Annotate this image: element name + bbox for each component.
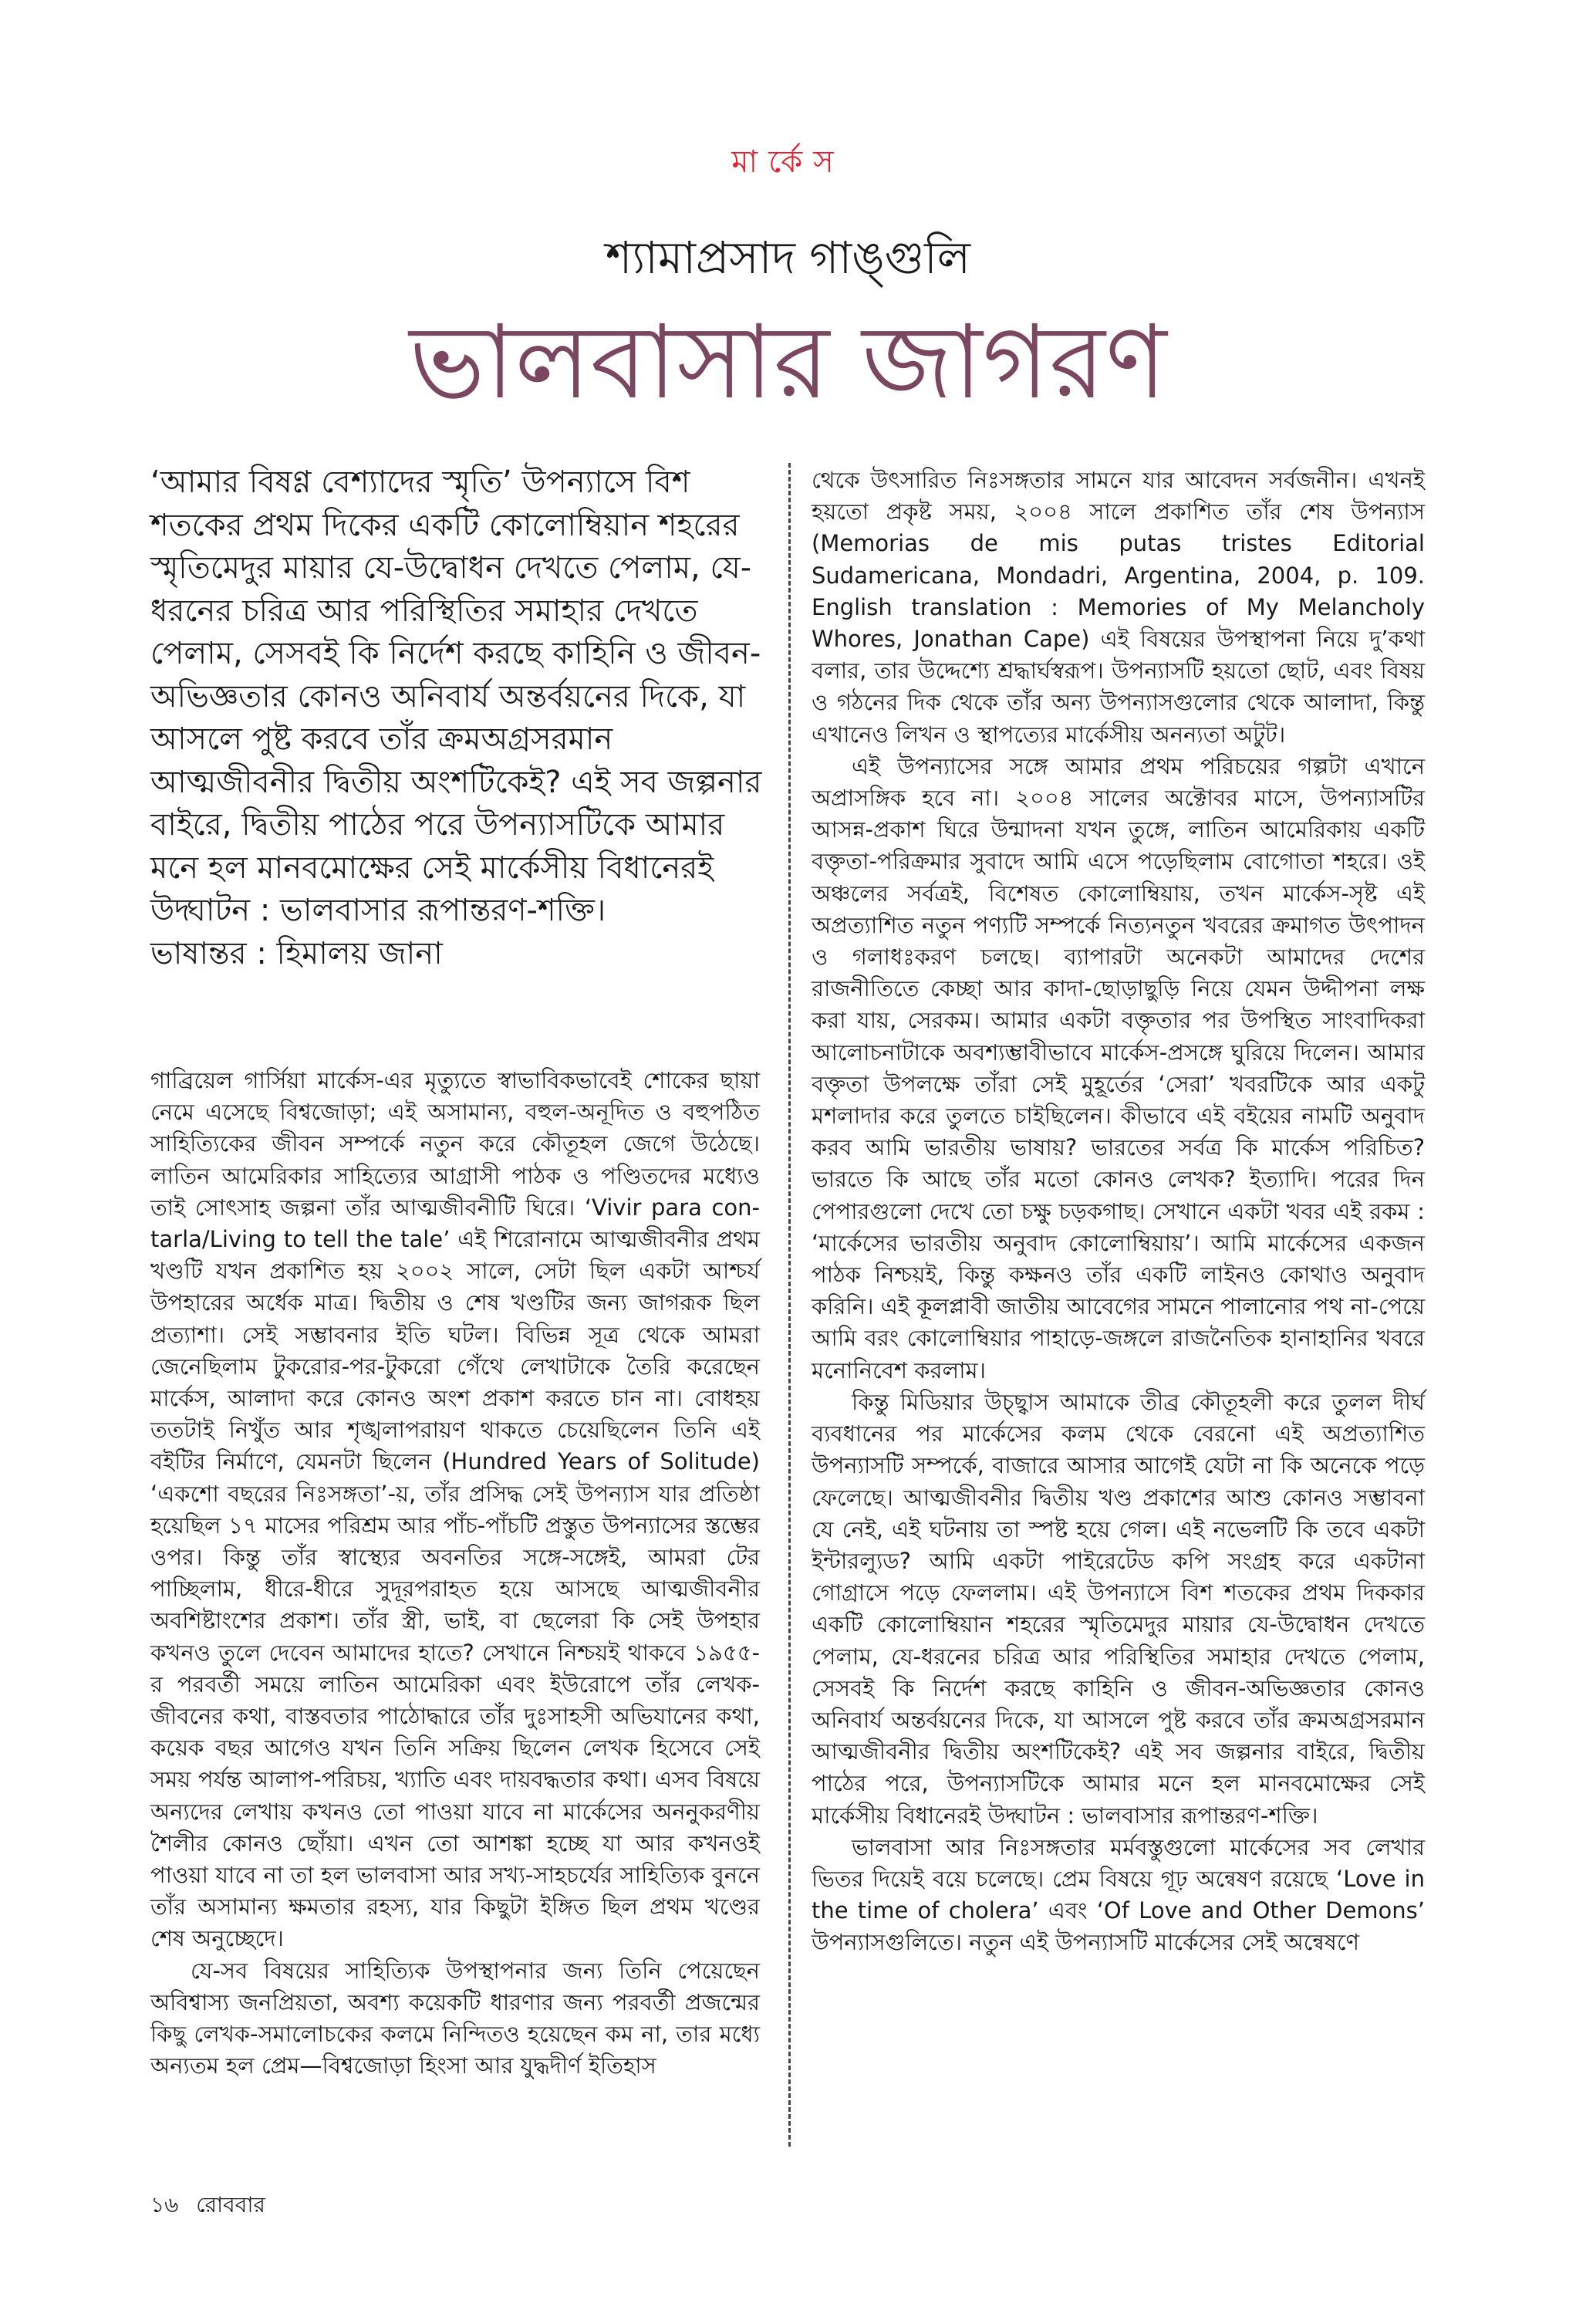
page-number: ১৬ xyxy=(150,2192,179,2218)
paragraph: গাব্রিয়েল গার্সিয়া মার্কেস-এর মৃত্যুতে স্বাভাবিকভাবেই শোকের ছায়া নেমে এসেছে বিশ্বজোড়া; এই অসামান্য, বহুল-অনূদিত ও বহুপঠিত সাহিত্যিকের জীবন সম্পর্কে নতুন করে কৌতূহল জেগে উঠেছে। লাতিন আমেরিকার সাহিত্যের আগ্রাসী পাঠক ও পণ্ডিতদের মধ্যেও তাই সোৎসাহ জল্পনা তাঁর আত্মজীবনীটি ঘিরে। ‘Vivir para con-tarla/Living to tell the tale’ এই শিরোনামে আত্মজীবনীর প্রথম খণ্ডটি যখন প্রকাশিত হয় ২০০২ সালে, সেটা ছিল একটা আশ্চর্য উপহারের অর্ধেক মাত্র। দ্বিতীয় ও শেষ খণ্ডটির জন্য জাগরূক ছিল প্রত্যাশা। সেই সম্ভাবনার ইতি ঘটল। বিভিন্ন সূত্র থেকে আমরা জেনেছিলাম টুকরোর-পর-টুকরো গেঁথে লেখাটাকে তৈরি করেছেন মার্কেস, আলাদা করে কোনও অংশ প্রকাশ করতে চান না। বোধহয় ততটাই নিখুঁত আর শৃঙ্খলাপরায়ণ থাকতে চেয়েছিলেন তিনি এই বইটির নির্মাণে, যেমনটা ছিলেন (Hundred Years of Solitude) ‘একশো বছরের নিঃসঙ্গতা’-য়, তাঁর প্রসিদ্ধ সেই উপন্যাস যার প্রতিষ্ঠা হয়েছিল ১৭ মাসের পরিশ্রম আর পাঁচ-পাঁচটি প্রস্তুত উপন্যাসের স্তম্ভের ওপর। কিন্তু তাঁর স্বাস্থ্যের অবনতির সঙ্গে-সঙ্গেই, আমরা টের পাচ্ছিলাম, ধীরে-ধীরে সুদূরপরাহত হয়ে আসছে আত্মজীবনীর অবশিষ্টাংশের প্রকাশ। তাঁর স্ত্রী, ভাই, বা ছেলেরা কি সেই উপহার কখনও তুলে দেবেন আমাদের হাতে? সেখানে নিশ্চয়ই থাকবে ১৯৫৫-র পরবর্তী সময়ে লাতিন আমেরিকা এবং ইউরোপে তাঁর লেখক-জীবনের কথা, বাস্তবতার পাঠোদ্ধারে তাঁর দুঃসাহসী অভিযানের কথা, কয়েক বছর আগেও যখন তিনি সক্রিয় ছিলেন লেখক হিসেবে সেই সময় পর্যন্ত আলাপ-পরিচয়, খ্যাতি এবং দায়বদ্ধতার কথা। এসব বিষয়ে অন্যদের লেখায় কখনও তো পাওয়া যাবে না মার্কেসের অননুকরণীয় শৈলীর কোনও ছোঁয়া। এখন তো আশঙ্কা হচ্ছে যা আর কখনওই পাওয়া যাবে না তা হল ভালবাসা আর সখ্য-সাহচর্যের সাহিত্যিক বুননে তাঁর অসামান্য ক্ষমতার রহস্য, যার কিছুটা ইঙ্গিত ছিল প্রথম খণ্ডের শেষ অনুচ্ছেদে। xyxy=(150,1067,760,1952)
paragraph: এই উপন্যাসের সঙ্গে আমার প্রথম পরিচয়ের গল্পটা এখানে অপ্রাসঙ্গিক হবে না। ২০০৪ সালের অক্টোবর মাসে, উপন্যাসটির আসন্ন-প্রকাশ ঘিরে উন্মাদনা যখন তুঙ্গে, লাতিন আমেরিকায় একটি বক্তৃতা-পরিক্রমার সুবাদে আমি এসে পড়েছিলাম বোগোতা শহরে। ওই অঞ্চলের সর্বত্রই, বিশেষত কোলোম্বিয়ায়, তখন মার্কেস-সৃষ্ট এই অপ্রত্যাশিত নতুন পণ্যটি সম্পর্কে নিত্যনতুন খবরের ক্রমাগত উৎপাদন ও গলাধঃকরণ চলছে। ব্যাপারটা অনেকটা আমাদের দেশের রাজনীতিতে কেচ্ছা আর কাদা-ছোড়াছুড়ি নিয়ে যেমন উদ্দীপনা লক্ষ করা যায়, সেরকম। আমার একটা বক্তৃতার পর উপস্থিত সাংবাদিকরা আলোচনাটাকে অবশ্যম্ভাবীভাবে মার্কেস-প্রসঙ্গে ঘুরিয়ে দিলেন। আমার বক্তৃতা উপলক্ষে তাঁরা সেই মুহূর্তের ‘সেরা’ খবরটিকে আর একটু মশলাদার করে তুলতে চাইছিলেন। কীভাবে এই বইয়ের নামটি অনুবাদ করব আমি ভারতীয় ভাষায়? ভারতের সর্বত্র কি মার্কেস পরিচিত? ভারতে কি আছে তাঁর মতো কোনও লেখক? ইত্যাদি। পরের দিন পেপারগুলো দেখে তো চক্ষু চড়কগাছ। সেখানে একটা খবর এই রকম : ‘মার্কেসের ভারতীয় অনুবাদ কোলোম্বিয়ায়’। আমি মার্কেসের একজন পাঠক নিশ্চয়ই, কিন্তু কক্ষনও তাঁর একটি লাইনও কোথাও অনুবাদ করিনি। এই কূলপ্লাবী জাতীয় আবেগের সামনে পালানোর পথ না-পেয়ে আমি বরং কোলোম্বিয়ার পাহাড়ে-জঙ্গলে রাজনৈতিক হানাহানির খবরে মনোনিবেশ করলাম। xyxy=(812,752,1425,1383)
article-title: ভালবাসার জাগরণ xyxy=(409,303,1167,422)
column-divider xyxy=(788,463,791,2147)
intro-standfirst xyxy=(150,461,775,975)
page-footer xyxy=(150,2188,276,2224)
paragraph: যে-সব বিষয়ের সাহিত্যিক উপস্থাপনার জন্য তিনি পেয়েছেন অবিশ্বাস্য জনপ্রিয়তা, অবশ্য কয়েকটি ধারণার জন্য পরবর্তী প্রজন্মের কিছু লেখক-সমালোচকের কলমে নিন্দিতও হয়েছেন কম না, তার মধ্যে অন্যতম হল প্রেম—বিশ্বজোড়া হিংসা আর যুদ্ধদীর্ণ ইতিহাস xyxy=(150,1957,760,2079)
paragraph: কিন্তু মিডিয়ার উচ্ছ্বাস আমাকে তীব্র কৌতূহলী করে তুলল দীর্ঘ ব্যবধানের পর মার্কেসের কলম থেকে বেরনো এই অপ্রত্যাশিত উপন্যাসটি সম্পর্কে, বাজারে আসার আগেই যেটা না কি অনেকে পড়ে ফেলেছে। আত্মজীবনীর দ্বিতীয় খণ্ড প্রকাশের আশু কোনও সম্ভাবনা যে নেই, এই ঘটনায় তা স্পষ্ট হয়ে গেল। এই নভেলটি কি তবে একটা ইন্টারল্যুড? আমি একটা পাইরেটেড কপি সংগ্রহ করে একটানা গোগ্রাসে পড়ে ফেললাম। এই উপন্যাসে বিশ শতকের প্রথম দিককার একটি কোলোম্বিয়ান শহরের স্মৃতিমেদুর মায়ার যে-উদ্বোধন দেখতে পেলাম, যে-ধরনের চরিত্র আর পরিস্থিতির সমাহার দেখতে পেলাম, সেসবই কি নির্দেশ করছে কাহিনি ও জীবন-অভিজ্ঞতার কোনও অনিবার্য অন্তর্বয়নের দিকে, যা আসলে পুষ্ট করবে তাঁর ক্রমঅগ্রসরমান আত্মজীবনীর দ্বিতীয় অংশটিকেই? এই সব জল্পনার বাইরে, দ্বিতীয় পাঠের পরে, উপন্যাসটিকে আমার মনে হল মানবমোক্ষের সেই মার্কেসীয় বিধানেরই উদ্ঘাটন : ভালবাসার রূপান্তরণ-শক্তি। xyxy=(812,1388,1425,1829)
magazine-name: রোববার xyxy=(196,2192,265,2218)
section-label: মার্কেস xyxy=(731,144,845,180)
paragraph: থেকে উৎসারিত নিঃসঙ্গতার সামনে যার আবেদন সর্বজনীন। এখনই হয়তো প্রকৃষ্ট সময়, ২০০৪ সালে প্রকাশিত তাঁর শেষ উপন্যাস (Memorias de mis putas tristes Editorial Sudamericana, Mondadri, Argentina, 2004, p. 109. English translation : Memories of My Melancholy Whores, Jonathan Cape) এই বিষয়ের উপস্থাপনা নিয়ে দু’কথা বলার, তার উদ্দেশ্যে শ্রদ্ধার্ঘস্বরূপ। উপন্যাসটি হয়তো ছোট, এবং বিষয় ও গঠনের দিক থেকে তাঁর অন্য উপন্যাসগুলোর থেকে আলাদা, কিন্তু এখানেও লিখন ও স্থাপত্যের মার্কেসীয় অনন্যতা অটুট। xyxy=(812,467,1425,748)
author-name: শ্যামাপ্রসাদ গাঙ্গুলি xyxy=(606,231,970,284)
intro-text: ‘আমার বিষণ্ণ বেশ্যাদের স্মৃতি’ উপন্যাসে বিশ শতকের প্রথম দিকের একটি কোলোম্বিয়ান শহরের স্মৃতিমেদুর মায়ার যে-উদ্বোধন দেখতে পেলাম, যে-ধরনের চরিত্র আর পরিস্থিতির সমাহার দেখতে পেলাম, সেসবই কি নির্দেশ করছে কাহিনি ও জীবন-অভিজ্ঞতার কোনও অনিবার্য অন্তর্বয়নের দিকে, যা আসলে পুষ্ট করবে তাঁর ক্রমঅগ্রসরমান আত্মজীবনীর দ্বিতীয় অংশটিকেই? এই সব জল্পনার বাইরে, দ্বিতীয় পাঠের পরে উপন্যাসটিকে আমার মনে হল মানবমোক্ষের সেই মার্কেসীয় বিধানেরই উদ্ঘাটন : ভালবাসার রূপান্তরণ-শক্তি। xyxy=(150,464,762,928)
body-column-right xyxy=(812,464,1425,1959)
translator-credit: ভাষান্তর : হিমালয় জানা xyxy=(150,935,443,971)
paragraph: ভালবাসা আর নিঃসঙ্গতার মর্মবস্তুগুলো মার্কেসের সব লেখার ভিতর দিয়েই বয়ে চলেছে। প্রেম বিষয়ে গূঢ় অন্বেষণ রয়েছে ‘Love in the time of cholera’ এবং ‘Of Love and Other Demons’ উপন্যাসগুলিতে। নতুন এই উপন্যাসটি মার্কেসের সেই অন্বেষণে xyxy=(812,1833,1425,1956)
body-column-left xyxy=(150,1065,760,2082)
